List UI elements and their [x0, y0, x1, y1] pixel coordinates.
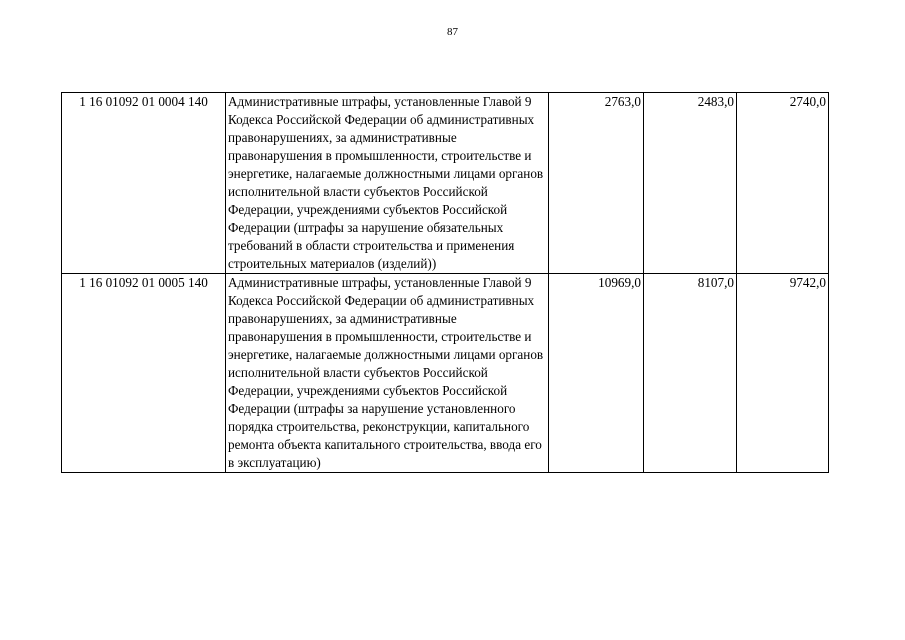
- table-row: [62, 93, 829, 274]
- revenue-description: Административные штрафы, установленные Главой 9 Кодекса Российской Федерации об административных правонарушениях, за административные правонарушения в промышленности, строительстве и энергетике, налагаемые должностными лицами органов исполнительной власти субъектов Российской Федерации, учреждениями субъектов Российской Федерации (штрафы за нарушение обязательных требований в области строительства и применения строительных материалов (изделий)): [226, 93, 549, 274]
- amount-year-3: 2740,0: [737, 93, 829, 274]
- amount-year-1: 10969,0: [549, 274, 644, 473]
- amount-year-1: 2763,0: [549, 93, 644, 274]
- amount-year-3: 9742,0: [737, 274, 829, 473]
- amount-year-2: 2483,0: [644, 93, 737, 274]
- classification-code: 1 16 01092 01 0005 140: [62, 274, 226, 473]
- page-number: 87: [447, 26, 458, 38]
- table-row: [62, 274, 829, 473]
- revenue-description: Административные штрафы, установленные Главой 9 Кодекса Российской Федерации об административных правонарушениях, за административные правонарушения в промышленности, строительстве и энергетике, налагаемые должностными лицами органов исполнительной власти субъектов Российской Федерации, учреждениями субъектов Российской Федерации (штрафы за нарушение установленного порядка строительства, реконструкции, капитального ремонта объекта капитального строительства, ввода его в эксплуатацию): [226, 274, 549, 473]
- amount-year-2: 8107,0: [644, 274, 737, 473]
- classification-code: 1 16 01092 01 0004 140: [62, 93, 226, 274]
- budget-table: [61, 92, 829, 473]
